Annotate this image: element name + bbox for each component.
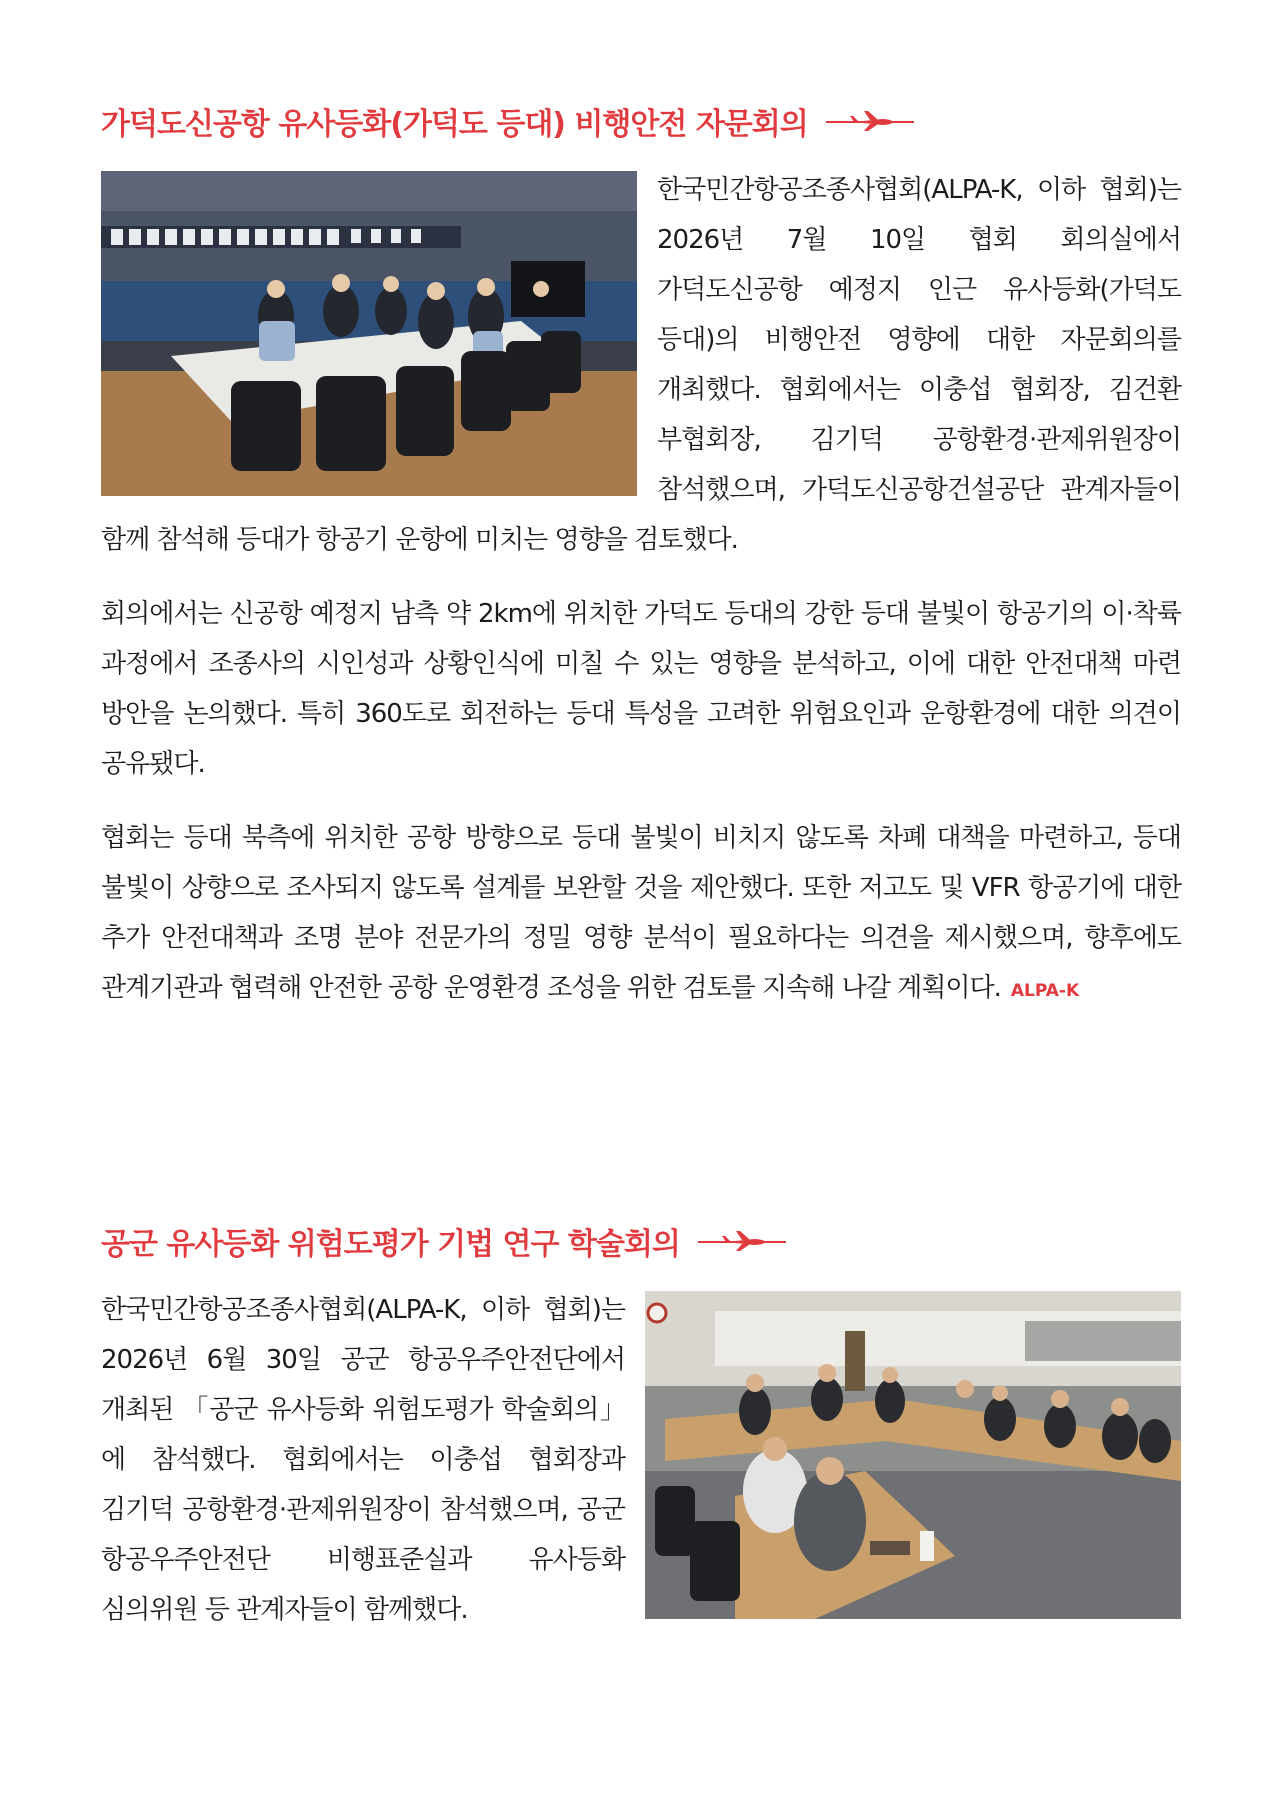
body-text: 협회는 등대 북측에 위치한 공항 방향으로 등대 불빛이 비치지 않도록 차폐 대책을 마련하고, 등대 불빛이 상향으로 조사되지 않도록 설계를 보완할 것을 제안했다. 또한 저고도 및 VFR 항공기에 대한 추가 안전대책과 조명 분야 전문가의 정밀 영향 분석이 필요하다는 의견을 제시했으며, 향후에도 관계기관과 협력해 안전한 공항 운영환경 조성을 위한 검토를 지속해 나갈 계획이다.	[101, 823, 1181, 1003]
meeting-photo	[101, 171, 637, 496]
airplane-icon	[824, 109, 916, 133]
article-airforce-conference	[101, 1215, 1181, 1635]
body-paragraph: 한국민간항공조종사협회(ALPA-K, 이하 협회)는 2026년 7월 10일 협회 회의실에서 가덕도신공항 예정지 인근 유사등화(가덕도 등대)의 비행안전 영향에 대한 자문회의를 개최했다. 협회에서는 이충섭 협회장, 김건환 부협회장, 김기덕 공항환경·관제위원장이 참석했으며, 가덕도신공항건설공단 관계자들이 함께 참석해 등대가 항공기 운항에 미치는 영향을 검토했다.	[101, 175, 1181, 555]
article-lighthouse-meeting	[101, 95, 1181, 1016]
airplane-icon	[696, 1229, 788, 1253]
section-title: 공군 유사등화 위험도평가 기법 연구 학술회의	[101, 1227, 680, 1262]
section-heading	[101, 1215, 1181, 1267]
conference-photo	[645, 1291, 1181, 1619]
body-paragraph: 한국민간항공조종사협회(ALPA-K, 이하 협회)는 2026년 6월 30일 공군 항공우주안전단에서 개최된 「공군 유사등화 위험도평가 학술회의」에 참석했다. 협회에서는 이충섭 협회장과 김기덕 공항환경·관제위원장이 참석했으며, 공군 항공우주안전단 비행표준실과 유사등화 심의위원 등 관계자들이 함께했다.	[101, 1295, 625, 1625]
section-title: 가덕도신공항 유사등화(가덕도 등대) 비행안전 자문회의	[101, 107, 808, 142]
body-paragraph	[101, 813, 1181, 1016]
section-heading	[101, 95, 1181, 147]
signature: ALPA-K	[1010, 981, 1080, 1001]
body-paragraph: 회의에서는 신공항 예정지 남측 약 2km에 위치한 가덕도 등대의 강한 등대 불빛이 항공기의 이·착륙 과정에서 조종사의 시인성과 상황인식에 미칠 수 있는 영향을 분석하고, 이에 대한 안전대책 마련 방안을 논의했다. 특히 360도로 회전하는 등대 특성을 고려한 위험요인과 운항환경에 대한 의견이 공유됐다.	[101, 599, 1181, 779]
